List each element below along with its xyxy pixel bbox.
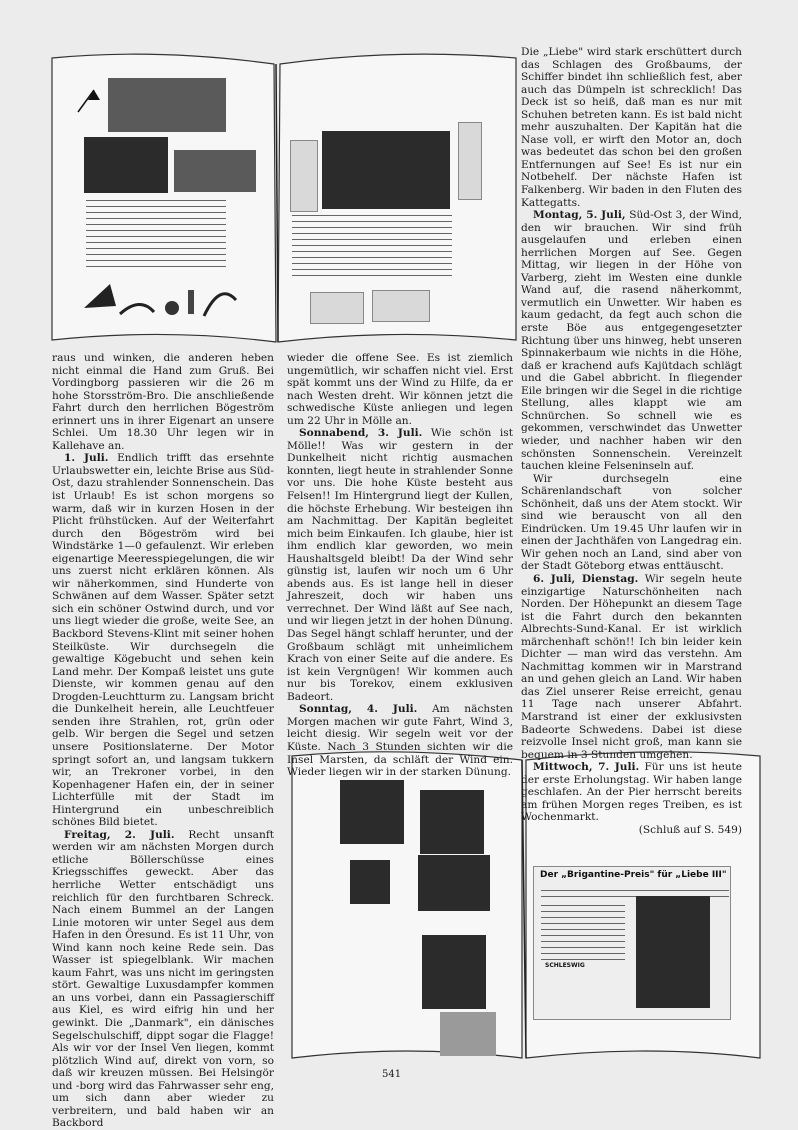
photo-boat-water <box>418 855 490 911</box>
paragraph <box>521 46 742 209</box>
paragraph <box>287 352 513 427</box>
paragraph <box>521 573 742 761</box>
photo-street <box>84 137 168 193</box>
photo-sailboat <box>322 131 450 209</box>
paragraph <box>521 473 742 573</box>
date-heading: 6. Juli, Dienstag. <box>533 572 639 585</box>
map-right <box>458 122 482 200</box>
handwriting-left <box>86 200 226 272</box>
photo-boat-mast <box>340 780 404 844</box>
map-bottom-1 <box>310 292 364 324</box>
paragraph-text: Wir segeln heute einzigartige Naturschönheiten nach Norden. Der Höhepunkt an diesem Tage ist die Fahrt durch den bekannten Albrechts-Sund-Kanal. Er ist wirklich märchenhaft schön!! Ich bin leider kein Dichter — man wird das verstehn. Am Nachmittag kommen wir in Marstrand an und gehen gleich an Land. Wir haben das Ziel unserer Reise erreicht, genau 11 Tage nach unserer Abfahrt. Marstrand ist einer der exklusivsten Badeorte Schwedens. Dabei ist diese reizvolle Insel nicht groß, man kann sie bequem in 3 Stunden umgehen. <box>521 572 743 761</box>
map-left <box>290 140 318 212</box>
paragraph-text: Endlich trifft das ersehnte Urlaubswetter ein, leichte Brise aus Süd-Ost, dazu strahlender Sonnenschein. Das ist Urlaub! Es ist schon morgens so warm, daß wir in kurzen Hosen in der Plicht frühstücken. Auf der Weiterfahrt durch den Bögeström wird bei Windstärke 1—0 gefaulenzt. Wir erleben eigenartige Meeresspiegelungen, die wir uns zuerst nicht erklären können. Als wir näherkommen, sind Hunderte von Schwänen auf dem Wasser. Später setzt sich ein schöner Ostwind durch, und vor uns liegt wieder die große, weite See, an Backbord Stevens-Klint mit seiner hohen Steilküste. Wir durchsegeln die gewaltige Kögebucht und sehen kein Land mehr. Der Kompaß leistet uns gute Dienste, wir kommen genau auf den Drogden-Leuchtturm zu. Langsam bricht die Dunkelheit herein, alle Leuchtfeuer senden ihre Strahlen, rot, grün oder gelb. Wir bergen die Segel und setzen unsere Positionslaterne. Der Motor springt sofort an, und langsam tukkern wir, an Trekroner vorbei, in den Kopenhagener Hafen ein, der in seiner Lichterfülle mit der Stadt im Hintergrund ein unbeschreiblich schönes Bild bietet. <box>52 452 275 829</box>
paragraph <box>52 452 274 828</box>
paragraph-text: Für uns ist heute der erste Erholungstag. Wir haben lange geschlafen. An der Pier herrscht bereits am frühen Morgen reges Treiben, es ist Wochenmarkt. <box>521 761 742 824</box>
paragraph-text: raus und winken, die anderen heben nicht einmal die Hand zum Gruß. Bei Vordingborg passieren wir die 26 m hohe Storsström-Bro. Die anschließende Fahrt durch den herrlichen Bögeström erinnert uns in ihrer Eigenart an unsere Schlei. Um 18.30 Uhr legen wir in Kallehave an. <box>52 352 274 452</box>
newspaper-city: SCHLESWIG <box>545 962 585 969</box>
text-column-1 <box>52 352 274 1130</box>
date-heading: Montag, 5. Juli, <box>533 209 626 222</box>
date-heading: 1. Juli. <box>64 452 109 465</box>
paragraph <box>287 703 513 778</box>
continued-note: (Schluß auf S. 549) <box>638 823 742 836</box>
text-column-3 <box>521 46 742 836</box>
paragraph-text: Die „Liebe" wird stark erschüttert durch das Schlagen des Großbaums, der Schiffer bindet ihn schließlich fest, aber auch das Dümpeln ist schrecklich! Das Deck ist so heiß, daß man es nur mit Schuhen betreten kann. Es ist bald nicht mehr auszuhalten. Der Kapitän hat die Nase voll, er wirft den Motor an, doch was bedeutet das schon bei den großen Entfernungen auf See! Es ist nur ein Notbehelf. Der nächste Hafen ist Falkenberg. Wir baden in den Fluten des Kattegatts. <box>521 46 742 209</box>
photo-hull <box>420 790 484 854</box>
paragraph <box>52 352 274 452</box>
paragraph <box>521 209 742 472</box>
paragraph <box>52 829 274 1130</box>
photo-harbor <box>108 78 226 132</box>
paragraph-text: Wie schön ist Mölle!! Was wir gestern in der Dunkelheit nicht richtig ausmachen konnten, liegt heute in strahlender Sonne vor uns. Die hohe Küste besteht aus Felsen!! Im Hintergrund liegt der Kullen, die höchste Erhebung. Wir besteigen ihn am Nachmittag. Der Kapitän begleitet mich beim Einkaufen. Ich glaube, hier ist ihm endlich klar geworden, wo mein Haushaltsgeld bleibt! Da der Wind sehr günstig ist, laufen wir noch um 6 Uhr abends aus. Es ist lange hell in dieser Jahreszeit, doch wir haben uns verrechnet. Der Wind läßt auf See nach, und wir liegen jetzt in der hohen Dünung. Das Segel hängt schlaff herunter, und der Großbaum schlägt mit unheimlichem Krach von einer Seite auf die andere. Es ist kein Vergnügen! Wir kommen auch nur bis Torekov, einem exklusiven Badeort. <box>287 427 513 703</box>
paragraph-text: wieder die offene See. Es ist ziemlich ungemütlich, wir schaffen nicht viel. Erst spät kommt uns der Wind zu Hilfe, da er nach Westen dreht. Wir können jetzt die schwedische Küste anliegen und legen um 22 Uhr in Mölle an. <box>287 352 513 427</box>
paragraph-text: Am nächsten Morgen machen wir gute Fahrt, Wind 3, leicht diesig. Wir segeln weit vor der Küste. Nach 3 Stunden sichten wir die Insel Marsten, da schläft der Wind ein. Wieder liegen wir in der starken Dünung. <box>287 703 513 779</box>
photo-men-newspaper <box>636 896 710 1008</box>
text-column-2 <box>287 352 513 779</box>
page-number: 541 <box>382 1069 402 1080</box>
paragraph-text: Süd-Ost 3, der Wind, den wir brauchen. Wir sind früh ausgelaufen und erleben einen herrlichen Morgen auf See. Gegen Mittag, wir liegen in der Höhe von Varberg, zieht im Westen eine dunkle Wand auf, die rasend näherkommt, vermutlich ein Unwetter. Wir haben es kaum gedacht, da fegt auch schon die erste Böe aus entgegengesetzter Richtung über uns hinweg, hebt unseren Spinnakerbaum wie nichts in die Höhe, daß er krachend aufs Kajütdach schlägt und die Gabel abbricht. In fliegender Eile bringen wir die Segel in die richtige Stellung, alles klappt wie am Schnürchen. So schnell wie es gekommen, verschwindet das Unwetter wieder, und nachher haben wir den schönsten Sonnenschein. Vereinzelt tauchen kleine Felseninseln auf. <box>521 209 742 473</box>
photo-deck <box>440 1012 496 1056</box>
date-heading: Sonntag, 4. Juli. <box>299 703 418 716</box>
paragraph-text: Wir durchsegeln eine Schärenlandschaft von solcher Schönheit, daß uns der Atem stockt. Wir sind wie berauscht von all den Eindrücken. Um 19.45 Uhr laufen wir in einen der Jachthäfen von Langedrag ein. Wir gehen noch an Land, sind aber von der Stadt Göteborg etwas enttäuscht. <box>521 472 742 573</box>
photo-harbor-2 <box>174 150 256 192</box>
handwriting-right <box>292 215 452 281</box>
date-heading: Sonnabend, 3. Juli. <box>299 427 423 440</box>
map-bottom-2 <box>372 290 430 322</box>
paragraph <box>521 761 742 836</box>
photo-boat-crew <box>422 935 486 1009</box>
paragraph-text: Recht unsanft werden wir am nächsten Morgen durch etliche Böllerschüsse eines Kriegsschiffes geweckt. Aber das herrliche Wetter entschädigt uns reichlich für den furchtbaren Schreck. Nach einem Bummel an der Langen Linie motoren wir unter Segel aus dem Hafen in den Öresund. Es ist 11 Uhr, von Wind kann noch keine Rede sein. Das Wasser ist spiegelblank. Wir machen kaum Fahrt, was uns nicht im geringsten stört. Gewaltige Luxusdampfer kommen an uns vorbei, dann ein Passagierschiff aus Kiel, es wird eifrig hin und her gewinkt. Die „Danmark", ein dänisches Segelschulschiff, dippt sogar die Flagge! Als wir vor der Insel Ven liegen, kommt plötzlich Wind auf, direkt von vorn, so daß wir kreuzen müssen. Bei Helsingör und -borg wird das Fahrwasser sehr eng, um sich dann aber wieder zu verbreitern, und bald haben wir an Backbord <box>52 828 274 1130</box>
date-heading: Freitag, 2. Juli. <box>64 828 175 841</box>
flag-sketch-icon <box>72 86 102 114</box>
photo-dock <box>350 860 390 904</box>
newspaper-headline: Der „Brigantine-Preis" für „Liebe III" <box>540 870 727 880</box>
date-heading: Mittwoch, 7. Juli. <box>533 761 640 774</box>
newspaper-column <box>541 905 625 965</box>
paragraph <box>287 427 513 703</box>
boat-sketches-icon <box>80 278 240 320</box>
